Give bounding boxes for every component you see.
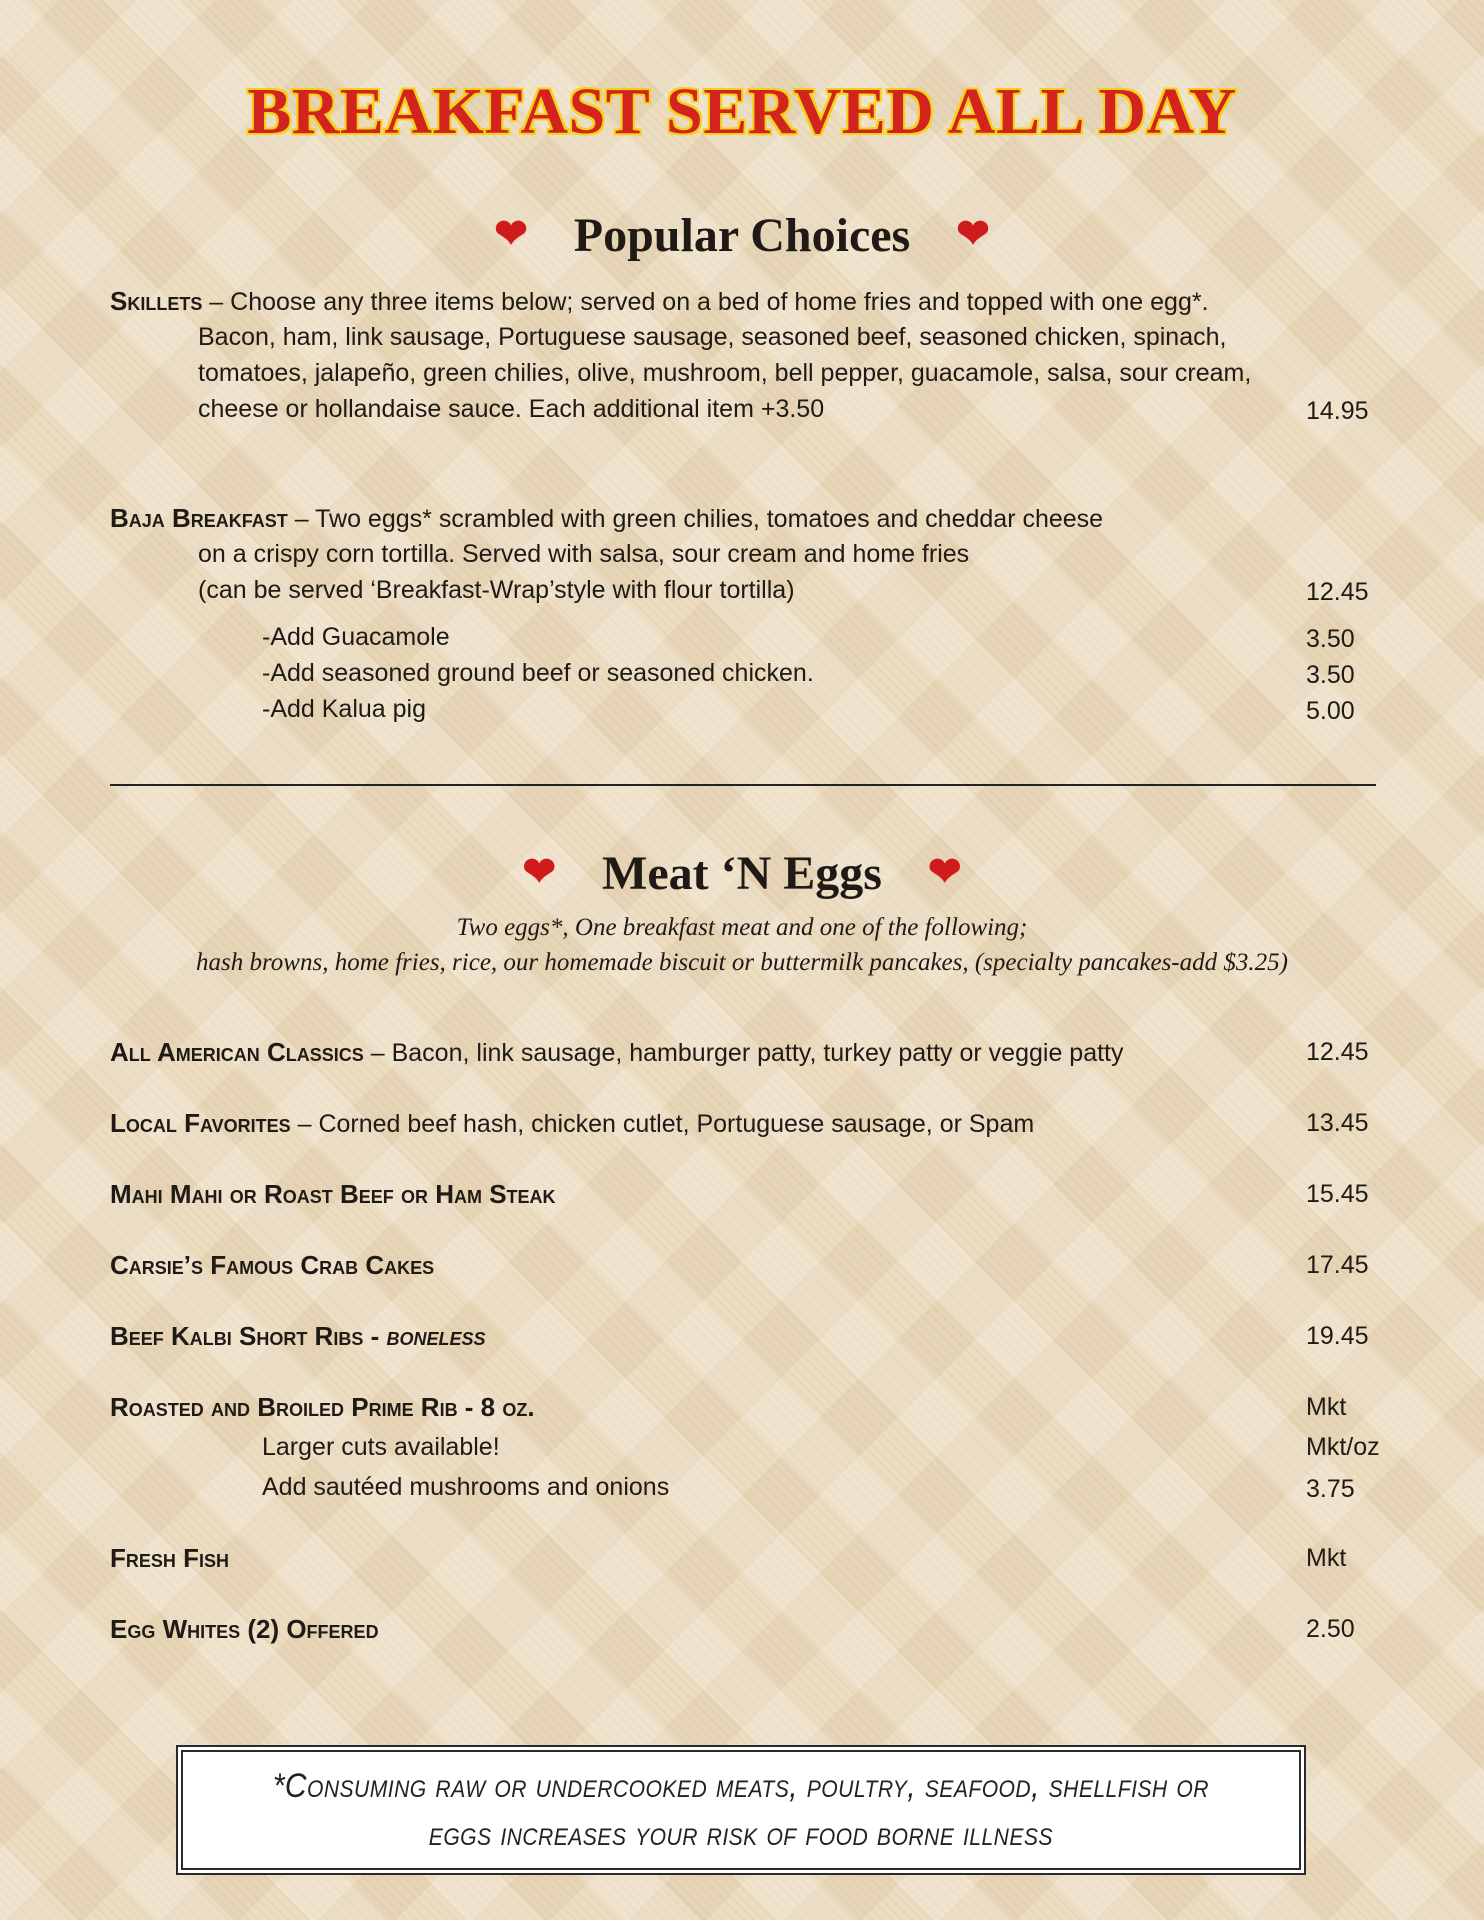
baja-addon-beef-chicken: -Add seasoned ground beef or seasoned chicken. [262, 659, 814, 687]
price-local-favorites: 13.45 [1306, 1109, 1369, 1137]
baja-addon-guacamole: -Add Guacamole [262, 623, 450, 651]
baja-name: Baja Breakfast [110, 503, 288, 533]
menu-item-kalbi-short-ribs: Beef Kalbi Short Ribs - boneless [110, 1321, 486, 1351]
menu-item-crab-cakes: Carsie’s Famous Crab Cakes [110, 1250, 435, 1280]
baja-addon-kalua-pig: -Add Kalua pig [262, 695, 427, 723]
meat-n-eggs-heading [0, 846, 1484, 901]
menu-title: BREAKFAST SERVED ALL DAY [247, 75, 1237, 148]
warning-line-1: *Consuming raw or undercooked meats, poultry, seafood, shellfish or [272, 1767, 1210, 1805]
menu-item-egg-whites: Egg Whites (2) Offered [110, 1614, 379, 1644]
price-fresh-fish: Mkt [1306, 1544, 1347, 1572]
baja-line-1: Baja Breakfast – Two eggs* scrambled with green chilies, tomatoes and cheddar cheese [110, 503, 1104, 533]
baja-line-2: on a crispy corn tortilla. Served with salsa, sour cream and home fries [198, 540, 970, 568]
meat-n-eggs-note-2: hash browns, home fries, rice, our homemade biscuit or buttermilk pancakes, (specialty pancakes-add $3.25) [196, 949, 1288, 976]
menu-item-mahi-mahi: Mahi Mahi or Roast Beef or Ham Steak [110, 1179, 556, 1209]
skillets-name: Skillets [110, 286, 203, 316]
baja-addon-kalua-pig-price: 5.00 [1306, 697, 1355, 725]
baja-line-3: (can be served ‘Breakfast-Wrap’style with flour tortilla) [198, 576, 795, 604]
price-kalbi-short-ribs: 19.45 [1306, 1322, 1369, 1350]
baja-addon-guacamole-price: 3.50 [1306, 625, 1355, 653]
menu-item-fresh-fish: Fresh Fish [110, 1543, 230, 1573]
skillets-line-3: tomatoes, jalapeño, green chilies, olive, mushroom, bell pepper, guacamole, salsa, sour cream, [198, 359, 1252, 387]
popular-choices-heading [0, 208, 1484, 263]
menu-item-all-american-classics: All American Classics – Bacon, link sausage, hamburger patty, turkey patty or veggie patty [110, 1037, 1124, 1067]
prime-rib-larger-cuts: Larger cuts available! [262, 1433, 500, 1461]
menu-item-local-favorites: Local Favorites – Corned beef hash, chicken cutlet, Portuguese sausage, or Spam [110, 1108, 1035, 1138]
section-divider [110, 784, 1376, 786]
price-prime-rib-larger-cuts: Mkt/oz [1306, 1433, 1380, 1461]
price-egg-whites: 2.50 [1306, 1615, 1355, 1643]
food-safety-warning [176, 1745, 1306, 1875]
warning-line-2: eggs increases your risk of food borne illness [428, 1815, 1054, 1853]
meat-n-eggs-title: Meat ‘N Eggs [602, 847, 882, 900]
price-crab-cakes: 17.45 [1306, 1251, 1369, 1279]
price-prime-rib: Mkt [1306, 1393, 1347, 1421]
heart-icon: ❤ [956, 211, 990, 256]
price-mahi-mahi: 15.45 [1306, 1180, 1369, 1208]
heart-icon: ❤ [927, 849, 962, 894]
prime-rib-mushrooms-onions: Add sautéed mushrooms and onions [262, 1473, 670, 1501]
skillets-line-4: cheese or hollandaise sauce. Each additional item +3.50 [198, 395, 825, 423]
price-prime-rib-mushrooms-onions: 3.75 [1306, 1475, 1355, 1503]
baja-price: 12.45 [1306, 578, 1369, 606]
baja-addon-beef-chicken-price: 3.50 [1306, 661, 1355, 689]
meat-n-eggs-note-1: Two eggs*, One breakfast meat and one of the following; [456, 914, 1028, 941]
skillets-price: 14.95 [1306, 397, 1369, 425]
heart-icon: ❤ [494, 211, 528, 256]
heart-icon: ❤ [522, 849, 557, 894]
popular-choices-title: Popular Choices [573, 209, 911, 262]
menu-item-prime-rib: Roasted and Broiled Prime Rib - 8 oz. [110, 1392, 535, 1422]
skillets-line-2: Bacon, ham, link sausage, Portuguese sausage, seasoned beef, seasoned chicken, spinach, [198, 323, 1227, 351]
skillets-line-1: Skillets – Choose any three items below; served on a bed of home fries and topped with one egg*. [110, 286, 1209, 316]
price-all-american-classics: 12.45 [1306, 1038, 1369, 1066]
